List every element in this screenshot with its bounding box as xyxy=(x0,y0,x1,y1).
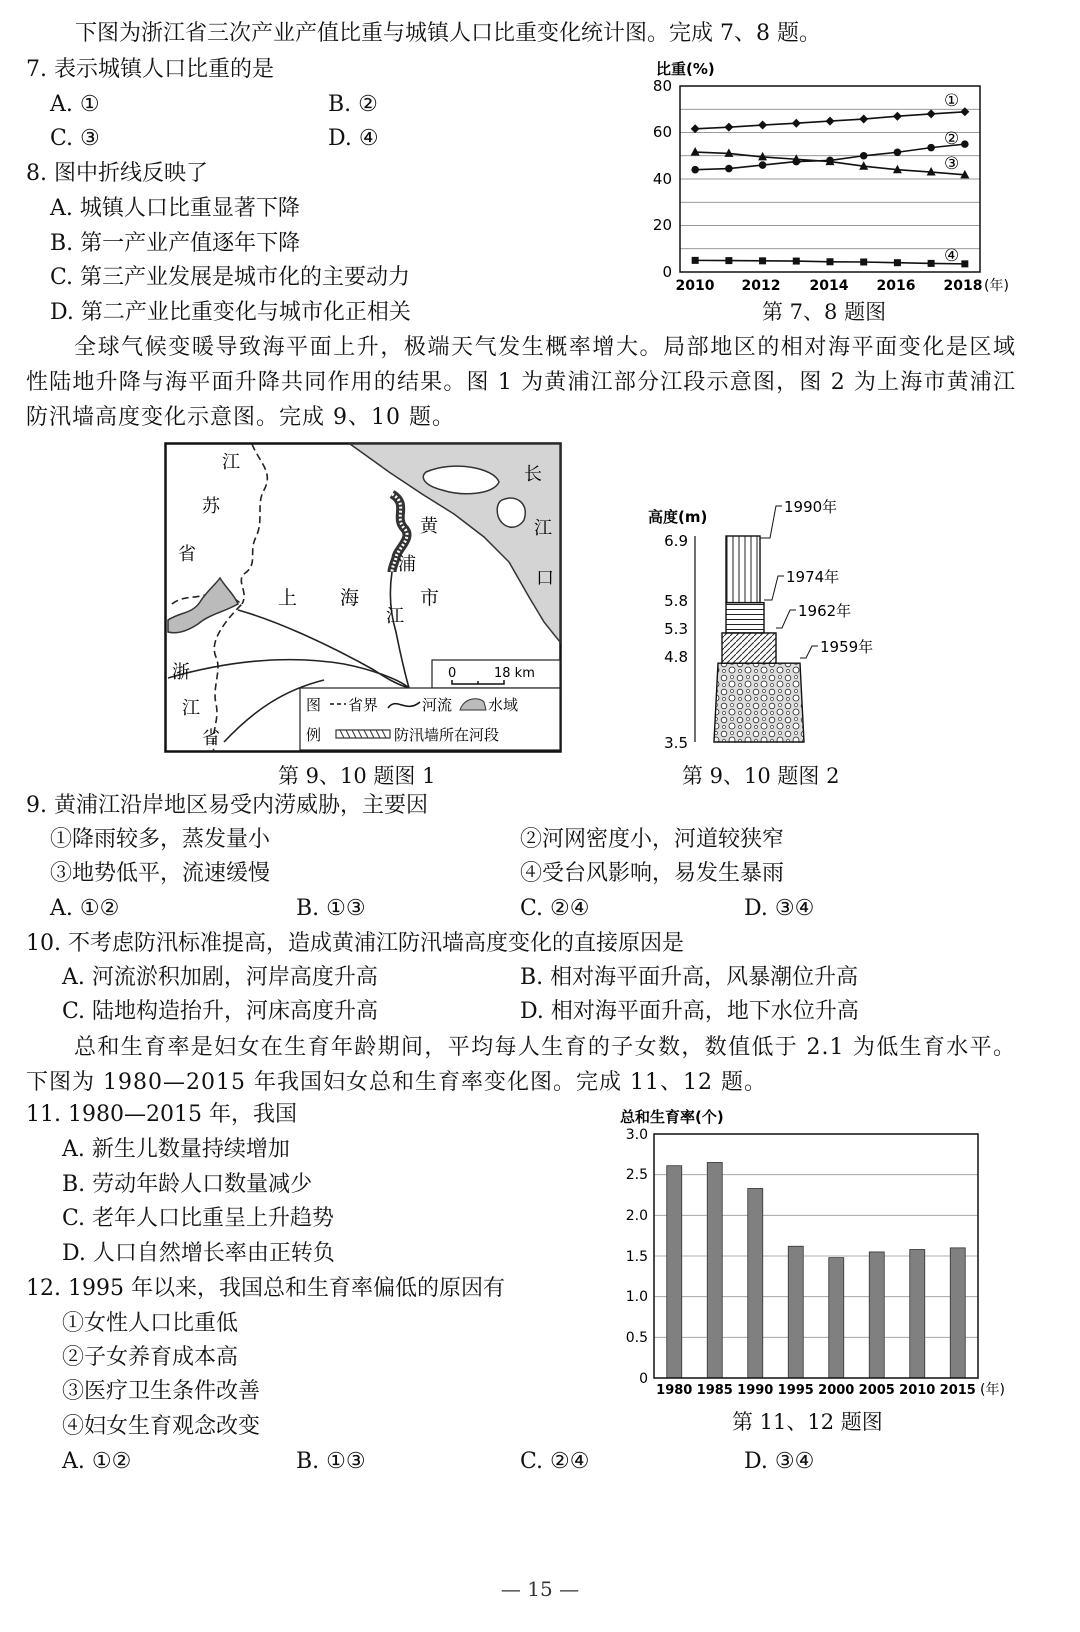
q10-option-a[interactable]: A. 河流淤积加剧，河岸高度升高 xyxy=(62,965,378,990)
q11-option-c[interactable]: C. 老年人口比重呈上升趋势 xyxy=(62,1206,335,1231)
bar-2015 xyxy=(950,1248,965,1378)
series-4-point xyxy=(860,259,867,266)
xtick-2010: 2010 xyxy=(899,1383,936,1398)
xtick-2015: 2015 xyxy=(939,1383,976,1398)
series-1-point xyxy=(792,119,801,128)
map-label-sheng: 省 xyxy=(178,544,196,565)
q12-item-1: ①女性人口比重低 xyxy=(62,1311,239,1336)
wall-ytick-6.9: 6.9 xyxy=(664,532,688,550)
wall-1974-layer xyxy=(726,603,764,633)
q7-option-d[interactable]: D. ④ xyxy=(328,126,379,151)
xtick-2000: 2000 xyxy=(818,1383,855,1398)
chart1112-ytick-2.0: 2.0 xyxy=(625,1208,648,1224)
legend-wall-text: 防汛墙所在河段 xyxy=(394,726,500,744)
series-4-point xyxy=(793,258,800,265)
chart78-xtick-2014: 2014 xyxy=(809,278,849,294)
question-12-stem: 12. 1995 年以来，我国总和生育率偏低的原因有 xyxy=(26,1276,505,1301)
bar-2000 xyxy=(829,1258,844,1378)
series-2-point xyxy=(894,148,902,156)
small-island xyxy=(497,498,525,527)
q8-option-a[interactable]: A. 城镇人口比重显著下降 xyxy=(50,196,300,221)
q12-item-4: ④妇女生育观念改变 xyxy=(62,1414,261,1439)
bar-2005 xyxy=(869,1252,884,1378)
legend-river-text: 河流 xyxy=(422,696,453,714)
series-4-point xyxy=(961,260,968,267)
map-label-pu: 浦 xyxy=(398,554,416,575)
q9-option-a[interactable]: A. ①② xyxy=(50,896,120,921)
map-label-jiang2: 江 xyxy=(182,698,200,719)
chart78-ytick-80: 80 xyxy=(652,77,672,95)
map-label-jiang3: 江 xyxy=(386,606,404,627)
chart78-ytick-60: 60 xyxy=(652,123,672,141)
series-2-point xyxy=(927,144,935,152)
chart78-xtick-2018: 2018 xyxy=(943,278,983,294)
series-2-point xyxy=(860,152,868,160)
wall-year-1959: 1959年 xyxy=(820,638,874,656)
q7-option-a[interactable]: A. ① xyxy=(50,92,100,117)
q12-option-b[interactable]: B. ①③ xyxy=(296,1449,366,1474)
bar-chart-11-12 xyxy=(604,1104,1044,1404)
caption-9-10-fig2: 第 9、10 题图 2 xyxy=(682,764,840,788)
wall-ytick-5.3: 5.3 xyxy=(664,620,688,638)
chart1112-ytick-1.5: 1.5 xyxy=(625,1249,648,1265)
q9-option-c[interactable]: C. ②④ xyxy=(520,896,590,921)
caption-9-10-fig1: 第 9、10 题图 1 xyxy=(278,764,436,788)
scale-distance: 18 km xyxy=(494,666,535,681)
wall-1990-layer xyxy=(726,536,760,603)
line-chart-7-8 xyxy=(630,52,1050,324)
scale-zero: 0 xyxy=(448,666,457,681)
series-4-point xyxy=(725,257,732,264)
question-10-stem: 10. 不考虑防汛标准提高，造成黄浦江防汛墙高度变化的直接原因是 xyxy=(26,931,684,956)
wall-ytick-3.5: 3.5 xyxy=(664,734,688,752)
wall-1959-base xyxy=(714,663,804,742)
series-label-2: ② xyxy=(944,129,960,149)
legend-wall-symbol xyxy=(336,730,390,738)
q9-item-3: ③地势低平，流速缓慢 xyxy=(50,861,271,886)
chart78-xtick-2012: 2012 xyxy=(741,278,781,294)
wall-ylabel: 高度(m) xyxy=(648,508,708,526)
map-huangpu-river xyxy=(164,442,562,754)
page-number: — 15 — xyxy=(500,1577,580,1601)
series-2-point xyxy=(759,161,767,169)
q9-item-4: ④受台风影响，易发生暴雨 xyxy=(520,861,785,886)
chart78-ytick-20: 20 xyxy=(652,216,672,234)
chart1112-ylabel: 总和生育率(个) xyxy=(620,1108,724,1126)
wall-1962-layer xyxy=(722,633,776,663)
xtick-1980: 1980 xyxy=(656,1383,693,1398)
series-4-point xyxy=(928,260,935,267)
q12-option-c[interactable]: C. ②④ xyxy=(520,1449,590,1474)
wall-year-1974: 1974年 xyxy=(786,568,840,586)
map-label-jiang4: 江 xyxy=(534,518,552,539)
q7-option-c[interactable]: C. ③ xyxy=(50,126,100,151)
q11-option-a[interactable]: A. 新生儿数量持续增加 xyxy=(62,1137,290,1162)
series-2-point xyxy=(961,140,969,148)
bar-2010 xyxy=(910,1249,925,1378)
q12-item-3: ③医疗卫生条件改善 xyxy=(62,1379,261,1404)
series-label-1: ① xyxy=(944,91,960,111)
question-7-stem: 7. 表示城镇人口比重的是 xyxy=(26,57,274,82)
series-2-point xyxy=(691,166,699,174)
q8-option-b[interactable]: B. 第一产业产值逐年下降 xyxy=(50,231,301,256)
chart1112-ytick-3.0: 3.0 xyxy=(625,1127,648,1143)
series-4-point xyxy=(827,258,834,265)
question-9-stem: 9. 黄浦江沿岸地区易受内涝威胁，主要因 xyxy=(26,793,428,818)
map-label-su: 苏 xyxy=(202,496,220,517)
series-1-point xyxy=(859,115,868,124)
bar-1990 xyxy=(748,1188,763,1378)
q9-option-b[interactable]: B. ①③ xyxy=(296,896,366,921)
intro-11-12: 总和生育率是妇女在生育年龄期间，平均每人生育的子女数，数值低于 2.1 为低生育水平。下图为 1980—2015 年我国妇女总和生育率变化图。完成 11、12 题。 xyxy=(26,1035,1016,1095)
map-label-kou: 口 xyxy=(536,568,554,589)
q9-option-d[interactable]: D. ③④ xyxy=(744,896,815,921)
q11-option-d[interactable]: D. 人口自然增长率由正转负 xyxy=(62,1241,335,1266)
wall-leader-1974 xyxy=(764,576,784,600)
map-label-zhe: 浙 xyxy=(172,662,190,683)
xtick-1990: 1990 xyxy=(737,1383,774,1398)
map-label-hai: 海 xyxy=(340,587,360,609)
series-1-point xyxy=(691,124,700,133)
map-label-shi: 市 xyxy=(420,587,440,609)
q8-option-c[interactable]: C. 第三产业发展是城市化的主要动力 xyxy=(50,265,411,290)
wall-ytick-4.8: 4.8 xyxy=(664,648,688,666)
series-label-4: ④ xyxy=(944,246,960,266)
q7-option-b[interactable]: B. ② xyxy=(328,92,378,117)
chart1112-ytick-0.5: 0.5 xyxy=(625,1330,648,1346)
question-11-stem: 11. 1980—2015 年，我国 xyxy=(26,1102,297,1127)
map-label-jiang: 江 xyxy=(222,452,240,473)
bar-1980 xyxy=(667,1166,682,1378)
series-1-point xyxy=(893,112,902,121)
wall-ytick-5.8: 5.8 xyxy=(664,592,688,610)
wall-leader-1990 xyxy=(760,506,782,538)
series-1-point xyxy=(826,117,835,126)
wall-year-1962: 1962年 xyxy=(798,602,852,620)
q12-option-a[interactable]: A. ①② xyxy=(62,1449,132,1474)
series-4-point xyxy=(894,259,901,266)
intro-9-10: 全球气候变暖导致海平面上升，极端天气发生概率增大。局部地区的相对海平面变化是区域性陆地升降与海平面升降共同作用的结果。图 1 为黄浦江部分江段示意图，图 2 为上海市黄浦江防汛墙高度变化示意图。完成 9、10 题。 xyxy=(26,335,1016,430)
bar-1985 xyxy=(707,1162,722,1378)
q12-item-2: ②子女养育成本高 xyxy=(62,1345,239,1370)
q8-option-d[interactable]: D. 第二产业比重变化与城市化正相关 xyxy=(50,300,411,325)
legend-boundary-text: 省界 xyxy=(348,696,379,714)
caption-11-12: 第 11、12 题图 xyxy=(732,1410,883,1434)
q9-item-1: ①降雨较多，蒸发量小 xyxy=(50,827,271,852)
question-8-stem: 8. 图中折线反映了 xyxy=(26,161,208,186)
series-4-point xyxy=(692,257,699,264)
series-label-3: ③ xyxy=(944,154,960,174)
chart1112-xunit: (年) xyxy=(980,1382,1005,1398)
wall-leader-1962 xyxy=(776,610,796,628)
series-1-point xyxy=(960,107,969,116)
q10-option-b[interactable]: B. 相对海平面升高，风暴潮位升高 xyxy=(520,965,859,990)
xtick-2005: 2005 xyxy=(858,1383,895,1398)
series-4-point xyxy=(759,257,766,264)
chart78-ytick-40: 40 xyxy=(652,170,672,188)
q9-item-2: ②河网密度小，河道较狭窄 xyxy=(520,827,785,852)
map-label-huang: 黄 xyxy=(420,516,438,537)
wall-year-1990: 1990年 xyxy=(784,498,838,516)
series-1-point xyxy=(758,121,767,130)
chart78-xunit: (年) xyxy=(984,278,1009,294)
chart1112-ytick-0: 0 xyxy=(639,1371,648,1387)
legend-water-text: 水域 xyxy=(488,696,519,714)
bar-1995 xyxy=(788,1246,803,1378)
series-1-point xyxy=(724,123,733,132)
xtick-1985: 1985 xyxy=(696,1383,733,1398)
flood-wall-height-diagram xyxy=(640,492,890,752)
wall-leader-1959 xyxy=(800,646,818,658)
caption-7-8: 第 7、8 题图 xyxy=(762,300,887,324)
chart78-ylabel: 比重(%) xyxy=(656,60,715,78)
q12-option-d[interactable]: D. ③④ xyxy=(744,1449,815,1474)
chart78-ytick-0: 0 xyxy=(662,263,672,281)
chart78-xtick-2010: 2010 xyxy=(675,278,715,294)
intro-7-8: 下图为浙江省三次产业产值比重与城镇人口比重变化统计图。完成 7、8 题。 xyxy=(75,21,821,46)
chart1112-ytick-1.0: 1.0 xyxy=(625,1289,648,1305)
q10-option-d[interactable]: D. 相对海平面升高，地下水位升高 xyxy=(520,999,859,1024)
legend-li: 例 xyxy=(306,726,322,744)
map-label-chang: 长 xyxy=(524,464,542,485)
chart78-xtick-2016: 2016 xyxy=(876,278,916,294)
map-label-shang: 上 xyxy=(278,587,298,609)
series-3-point xyxy=(691,147,700,156)
xtick-1995: 1995 xyxy=(777,1383,814,1398)
q11-option-b[interactable]: B. 劳动年龄人口数量减少 xyxy=(62,1172,313,1197)
q10-option-c[interactable]: C. 陆地构造抬升，河床高度升高 xyxy=(62,999,379,1024)
chart1112-ytick-2.5: 2.5 xyxy=(625,1167,648,1183)
map-label-sheng2: 省 xyxy=(202,728,220,749)
series-2-point xyxy=(725,165,733,173)
legend-tu: 图 xyxy=(306,696,322,714)
series-1-point xyxy=(927,109,936,118)
